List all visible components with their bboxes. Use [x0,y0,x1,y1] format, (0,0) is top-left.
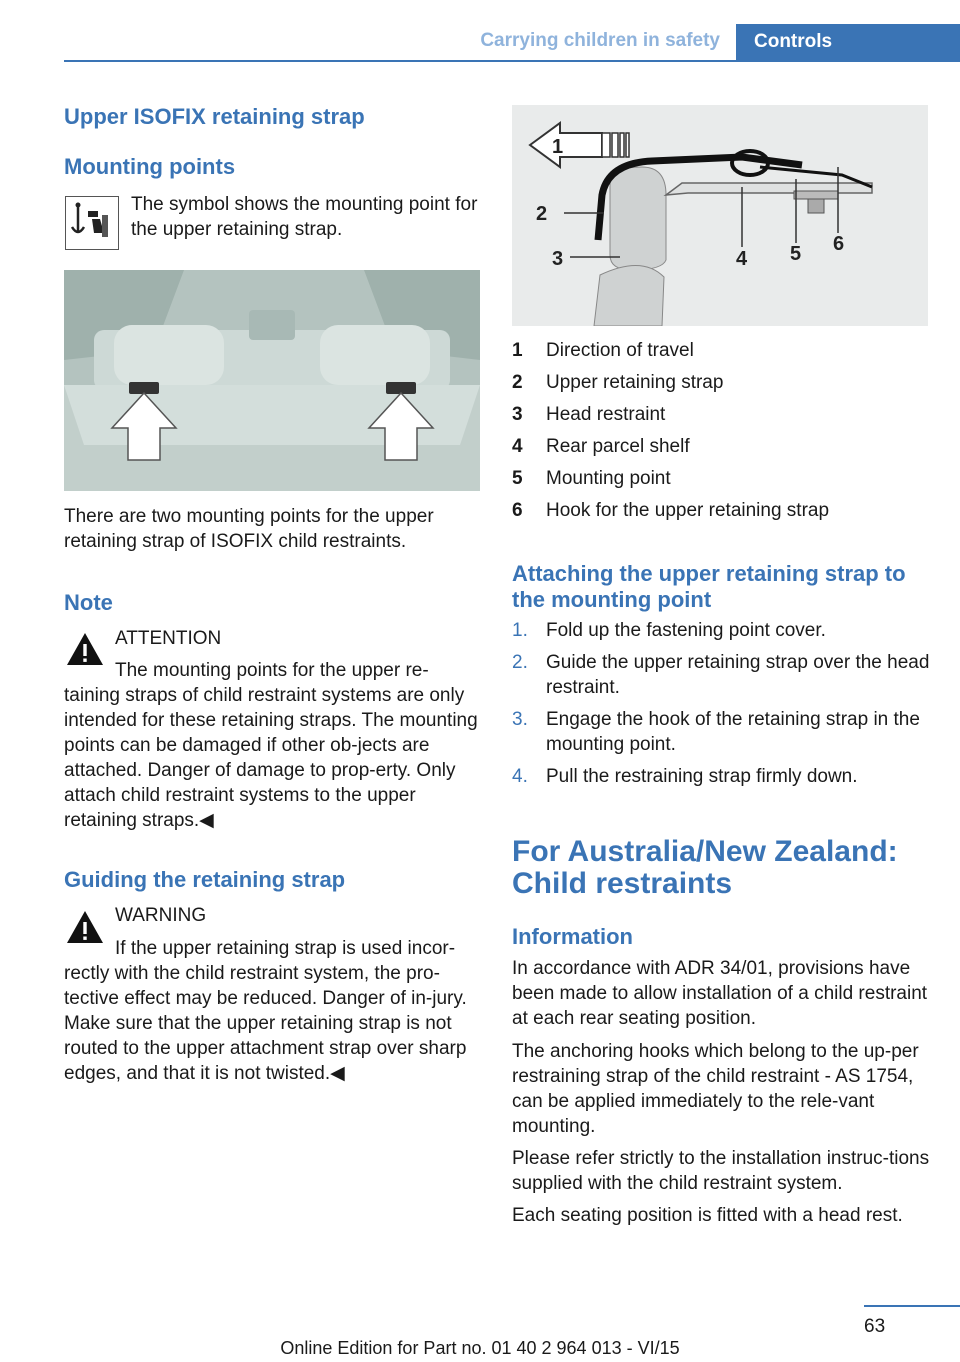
isofix-symbol-icon [65,196,119,250]
header-section-title: Carrying children in safety [480,30,720,51]
attach-steps-list [512,618,932,796]
attention-text: The mounting points for the upper re-taining straps of child restraint systems are only intended for these retaining straps. The mounting points can be damaged if other ob-jects are attached. Danger of damage to prop-erty. Only attach child restraint systems to the upper retaining straps.◀ [64,660,478,831]
symbol-description: The symbol shows the mounting point for the upper retaining strap. [131,194,478,240]
diagram-legend [512,338,932,530]
information-heading: Information [512,924,633,949]
rear-seat-photo [64,270,480,491]
info-paragraph-4: Each seating position is fitted with a head rest. [512,1205,903,1226]
page-number: 63 [864,1316,886,1337]
australia-heading: For Australia/New Zealand: Child restraints [512,835,898,900]
section-title: Upper ISOFIX retaining strap [64,104,365,129]
legend-item: 1 Direction of travel [512,340,694,361]
step-item: 3. Engage the hook of the retaining strap in the mounting point. [512,709,920,755]
info-paragraph-3: Please refer strictly to the installation instruc-tions supplied with the child restraint system. [512,1148,930,1194]
footer-rule [864,1305,960,1307]
note-heading: Note [64,590,113,615]
attention-body [64,658,480,833]
info-paragraph-2: The anchoring hooks which belong to the up-per restraining strap of the child restraint - AS 1754, can be applied immediately to the rele-vant mounting. [512,1041,919,1137]
guiding-strap-heading: Guiding the retaining strap [64,867,346,892]
step-item: 2. Guide the upper retaining strap over the head restraint. [512,652,930,698]
legend-item: 5 Mounting point [512,468,671,489]
diagram-label-4: 4 [736,248,748,270]
mounting-points-heading: Mounting points [64,154,236,179]
legend-item: 6 Hook for the upper retaining strap [512,500,830,521]
diagram-label-1: 1 [552,136,564,158]
strap-routing-diagram [512,105,928,326]
step-item: 1. Fold up the fastening point cover. [512,620,826,641]
attach-strap-heading: Attaching the upper retaining strap to the mounting point [512,561,906,612]
warning-body [64,936,482,1086]
step-item: 4. Pull the restraining strap firmly down. [512,766,858,787]
diagram-label-5: 5 [790,243,802,265]
legend-item: 4 Rear parcel shelf [512,436,690,457]
legend-item: 2 Upper retaining strap [512,372,724,393]
warning-label: WARNING [115,905,207,926]
attention-label: ATTENTION [115,628,222,649]
diagram-label-2: 2 [536,203,548,225]
two-mounting-points-text: There are two mounting points for the upper retaining strap of ISOFIX child restraints. [64,506,434,552]
legend-item: 3 Head restraint [512,404,666,425]
footer-edition-text: Online Edition for Part no. 01 40 2 964 013 - VI/15 [280,1338,680,1358]
warning-text: If the upper retaining strap is used incor-rectly with the child restraint system, the pro-tective effect may be reduced. Danger of in-jury. Make sure that the upper retaining strap is not routed to the upper attachment strap over sharp edges, and that it is not twisted.◀ [64,938,467,1084]
diagram-label-3: 3 [552,248,564,270]
info-paragraph-1: In accordance with ADR 34/01, provisions have been made to allow installation of a child restraint at each rear seating position. [512,958,928,1029]
header-tab-controls: Controls [736,24,960,60]
diagram-label-6: 6 [833,233,845,255]
header-rule [64,60,960,62]
